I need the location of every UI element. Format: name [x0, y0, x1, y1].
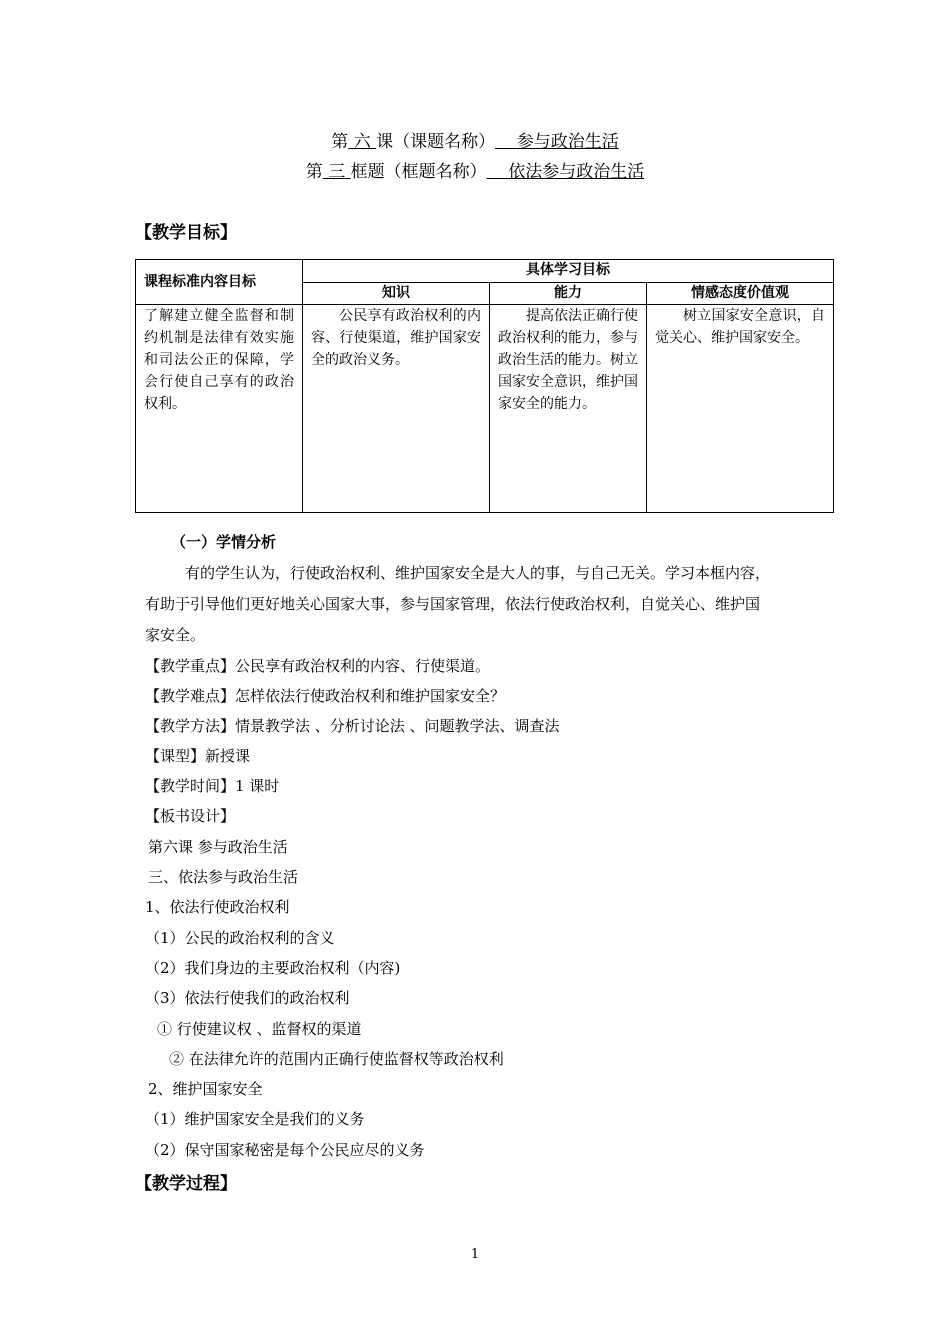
board-line: （2）我们身边的主要政治权利（内容): [145, 959, 401, 977]
ability-cell: 提高依法正确行使政治权利的能力，参与政治生活的能力。树立国家安全意识，维护国家安全的能力。: [490, 305, 647, 513]
key-point-line: 【教学重点】公民享有政治权利的内容、行使渠道。: [145, 657, 491, 675]
method-line: 【教学方法】情景教学法 、分析讨论法 、问题教学法、调查法: [145, 717, 560, 735]
lesson-title: 参与政治生活: [516, 132, 619, 152]
analysis-line-3: 家安全。: [145, 626, 206, 644]
attitude-cell: 树立国家安全意识，自觉关心、维护国家安全。: [647, 305, 834, 513]
lesson-type-line: 【课型】新授课: [145, 747, 251, 765]
goals-table: [135, 259, 834, 513]
frame-prefix: 第: [305, 162, 323, 182]
board-line: ② 在法律允许的范围内正确行使监督权等政治权利: [169, 1050, 504, 1068]
analysis-heading: （一）学情分析: [171, 533, 277, 551]
board-line: 三、依法参与政治生活: [148, 868, 299, 886]
col-standard-header: 课程标准内容目标: [136, 260, 303, 305]
frame-number: 三: [328, 162, 346, 182]
lesson-time-line: 【教学时间】1 课时: [145, 777, 280, 795]
col-specific-header: 具体学习目标: [303, 260, 834, 283]
frame-suffix: 框题（框题名称）: [350, 162, 487, 182]
teaching-process-heading: 【教学过程】: [135, 1174, 237, 1194]
difficulty-line: 【教学难点】怎样依法行使政治权利和维护国家安全？: [145, 687, 506, 705]
board-design-heading: 【板书设计】: [145, 807, 236, 825]
analysis-line-1: 有的学生认为，行使政治权利、维护国家安全是大人的事，与自己无关。学习本框内容，: [185, 564, 771, 582]
board-line: （1）公民的政治权利的含义: [145, 929, 335, 947]
board-line: 2、维护国家安全: [148, 1080, 263, 1098]
board-line: 1、依法行使政治权利: [145, 898, 290, 916]
lesson-title-line: [0, 127, 950, 152]
frame-title: 依法参与政治生活: [508, 162, 645, 182]
col-knowledge-header: 知识: [303, 283, 490, 305]
analysis-line-2: 有助于引导他们更好地关心国家大事，参与国家管理，依法行使政治权利，自觉关心、维护国: [145, 595, 761, 613]
col-ability-header: 能力: [490, 283, 647, 305]
board-line: ① 行使建议权 、监督权的渠道: [157, 1020, 362, 1038]
board-line: 第六课 参与政治生活: [148, 838, 288, 856]
board-line: （1）维护国家安全是我们的义务: [145, 1110, 365, 1128]
teaching-goals-heading: 【教学目标】: [135, 223, 237, 243]
knowledge-cell: 公民享有政治权利的内容、行使渠道，维护国家安全的政治义务。: [303, 305, 490, 513]
page-number: 1: [470, 1247, 480, 1262]
frame-title-line: [0, 157, 950, 182]
col-attitude-header: 情感态度价值观: [647, 283, 834, 305]
board-line: （2）保守国家秘密是每个公民应尽的义务: [145, 1141, 425, 1159]
lesson-number: 六: [353, 132, 371, 152]
lesson-prefix: 第: [331, 132, 349, 152]
board-line: （3）依法行使我们的政治权利: [145, 989, 350, 1007]
standard-cell: 了解建立健全监督和制约机制是法律有效实施和司法公正的保障，学会行使自己享有的政治权利。: [136, 305, 303, 513]
lesson-suffix: 课（课题名称）: [376, 132, 496, 152]
